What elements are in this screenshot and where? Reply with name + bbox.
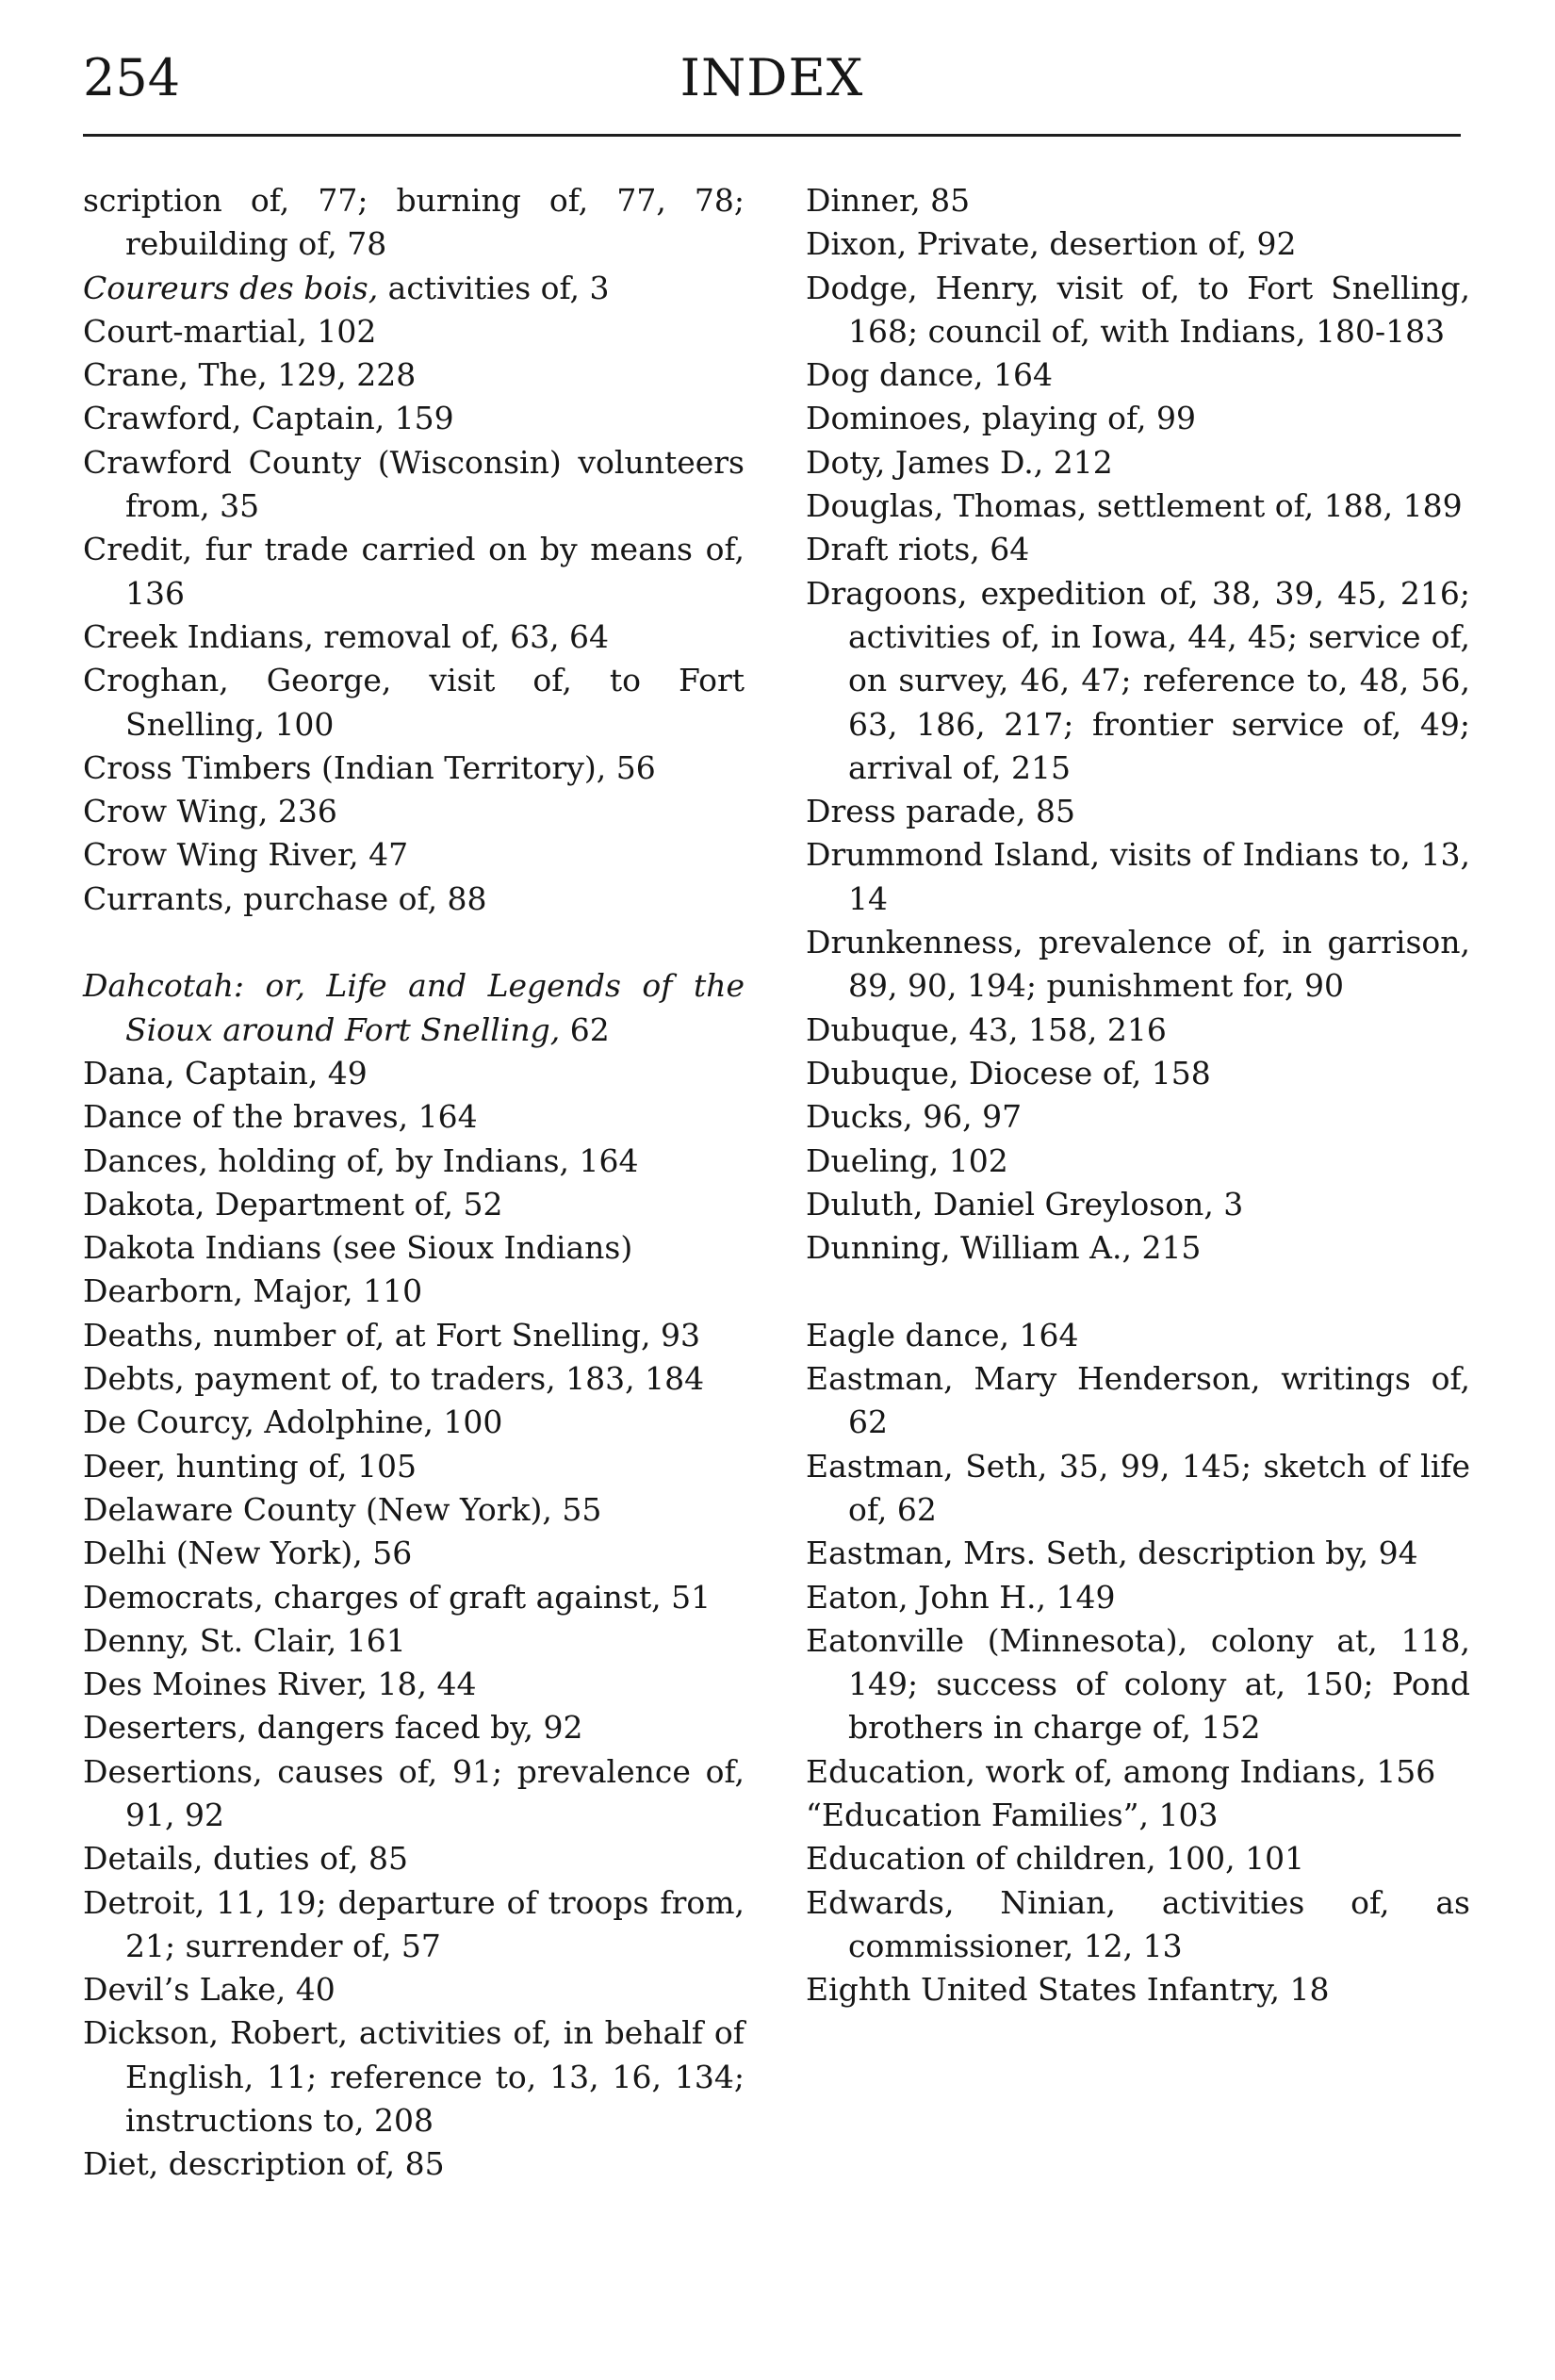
index-entry-text: Dubuque, Diocese of, 158 [806,1054,1211,1092]
index-entry-text: Delhi (New York), 56 [83,1535,413,1572]
index-entry [83,1619,745,1663]
index-entry [83,616,745,659]
index-entry [83,1706,745,1749]
index-entry-text: activities of, 3 [378,269,610,306]
index-entry [83,1095,745,1139]
index-entry [806,1140,1470,1183]
index-entry-text: Creek Indians, removal of, 63, 64 [83,617,610,655]
index-entry-text: Credit, fur trade carried on by means of, 136 [83,531,745,612]
index-entry-text: Court-martial, 102 [83,312,377,350]
index-entry [83,1488,745,1532]
index-entry-text: Details, duties of, 85 [83,1840,408,1878]
index-entry [806,1445,1470,1533]
index-entry-text: Dakota, Department of, 52 [83,1185,503,1223]
index-entry-text: Dodge, Henry, visit of, to Fort Snelling, 168; council of, with Indians, 180-183 [806,269,1470,350]
index-entry-text: Dubuque, 43, 158, 216 [806,1010,1167,1048]
index-entry-text: Edwards, Ninian, activities of, as commissioner, 12, 13 [806,1883,1470,1964]
index-entry-text: Dunning, William A., 215 [806,1229,1202,1267]
index-entry-text: Denny, St. Clair, 161 [83,1621,406,1659]
index-entry-text: Crawford, Captain, 159 [83,400,454,437]
index-entry [83,790,745,833]
index-entry [83,1837,745,1880]
index-entry-title: Dahcotah: or, Life and Legends of the Sioux around Fort Snelling, [83,967,745,1048]
index-entry-text: Education, work of, among Indians, 156 [806,1752,1436,1790]
index-entry [806,1750,1470,1794]
index-entry-text: 62 [560,1010,610,1048]
index-entry-text: Crane, The, 129, 228 [83,356,417,394]
index-entry-text: Eatonville (Minnesota), colony at, 118, 149; success of colony at, 150; Pond brothers in charge of, 152 [806,1621,1470,1747]
index-entry-text: Deaths, number of, at Fort Snelling, 93 [83,1316,701,1354]
index-entry [806,1576,1470,1619]
index-entry-text: Dress parade, 85 [806,793,1075,830]
index-entry-text: Cross Timbers (Indian Territory), 56 [83,748,656,786]
index-entry [83,747,745,790]
index-entry-text: Crow Wing, 236 [83,793,337,830]
index-entry [806,353,1470,397]
index-entry [83,1445,745,1488]
index-entry-text: Eaton, John H., 149 [806,1578,1116,1616]
index-entry-text: Crawford County (Wisconsin) volunteers from, 35 [83,443,745,525]
index-entry-text: Eastman, Mary Henderson, writings of, 62 [806,1360,1470,1441]
index-entry-text: Drunkenness, prevalence of, in garrison, 89, 90, 194; punishment for, 90 [806,924,1470,1005]
index-entry [806,1052,1470,1095]
index-entry [806,1095,1470,1139]
index-entry [83,1226,745,1270]
index-entry [806,921,1470,1009]
index-entry-text: Dominoes, playing of, 99 [806,400,1197,437]
index-entry-text: Education of children, 100, 101 [806,1840,1305,1878]
index-entry [806,1532,1470,1575]
index-entry [83,1270,745,1313]
index-entry-text: Crow Wing River, 47 [83,836,409,874]
index-entry [83,179,745,267]
index-entry [806,1881,1470,1969]
page-header [83,45,1461,111]
index-entry-text: Croghan, George, visit of, to Fort Snelling, 100 [83,662,745,743]
index-entry-text: Delaware County (New York), 55 [83,1490,602,1528]
index-entry [806,833,1470,921]
index-entry [806,441,1470,484]
index-entry-text: scription of, 77; burning of, 77, 78; rebuilding of, 78 [83,182,745,263]
index-entry-text: Doty, James D., 212 [806,443,1113,481]
index-entry [83,2011,745,2142]
index-entry-text: Des Moines River, 18, 44 [83,1666,477,1703]
index-entry [83,2142,745,2186]
index-entry [83,528,745,616]
index-entry [806,397,1470,440]
index-entry-text: Dragoons, expedition of, 38, 39, 45, 216; activities of, in Iowa, 44, 45; service of, on survey, 46, 47; reference to, 48, 56, 63, 186, 217; frontier service of, 49; arrival of, 215 [806,574,1470,786]
index-entry-text: Ducks, 96, 97 [806,1098,1023,1136]
index-entry [806,1619,1470,1750]
index-entry [806,222,1470,266]
index-entry [83,1052,745,1095]
index-entry [83,353,745,397]
index-entry-text: Drummond Island, visits of Indians to, 13, 14 [806,836,1470,917]
index-entry [83,1968,745,2011]
index-entry-text: Dakota Indians (see Sioux Indians) [83,1229,633,1267]
index-entry [83,659,745,747]
index-entry [83,964,745,1052]
index-entry-text: Devil’s Lake, 40 [83,1971,336,2009]
index-entry [83,1881,745,1969]
index-entry [83,1314,745,1357]
index-entry [806,1009,1470,1052]
index-entry [83,1663,745,1706]
index-entry-text: Debts, payment of, to traders, 183, 184 [83,1360,705,1398]
running-head-title: INDEX [679,48,864,107]
index-entry-text: Diet, description of, 85 [83,2145,445,2183]
index-entry-text: Dinner, 85 [806,182,971,219]
index-column-left [83,179,745,2187]
index-entry [83,1576,745,1619]
index-entry [806,1183,1470,1226]
index-entry-text: Draft riots, 64 [806,531,1030,568]
index-entry [83,267,745,310]
index-entry-text: Deer, hunting of, 105 [83,1447,417,1485]
index-entry [806,1968,1470,2011]
header-rule [83,134,1461,137]
index-entry [83,878,745,921]
page-number: 254 [83,48,181,107]
index-entry [806,572,1470,790]
index-entry [83,833,745,877]
index-entry-text: Dana, Captain, 49 [83,1054,368,1092]
index-entry [83,1401,745,1444]
index-entry [83,1140,745,1183]
index-entry [83,1357,745,1401]
index-entry [806,528,1470,571]
index-column-right [806,179,1470,2011]
index-entry-text: Dixon, Private, desertion of, 92 [806,225,1297,263]
index-entry-text: Dog dance, 164 [806,356,1053,394]
index-entry-text: Deserters, dangers faced by, 92 [83,1709,583,1747]
index-entry-text: Eighth United States Infantry, 18 [806,1971,1330,2009]
index-entry-text: Detroit, 11, 19; departure of troops from, 21; surrender of, 57 [83,1883,745,1964]
index-entry-text: Eagle dance, 164 [806,1316,1079,1354]
index-entry-text: Dearborn, Major, 110 [83,1272,423,1310]
index-entry-text: Currants, purchase of, 88 [83,879,487,917]
index-entry-title: Coureurs des bois, [83,269,379,306]
index-entry-text: Dickson, Robert, activities of, in behalf of English, 11; reference to, 13, 16, 134; instructions to, 208 [83,2014,745,2140]
index-entry [83,1750,745,1838]
index-entry [83,1183,745,1226]
index-entry-text: Dance of the braves, 164 [83,1098,478,1136]
index-entry [83,441,745,529]
index-entry [806,179,1470,222]
index-entry [83,397,745,440]
index-entry-text: Desertions, causes of, 91; prevalence of, 91, 92 [83,1752,745,1833]
index-entry-text: Eastman, Seth, 35, 99, 145; sketch of life of, 62 [806,1447,1470,1528]
index-entry-text: Dances, holding of, by Indians, 164 [83,1141,639,1179]
index-entry-text: Eastman, Mrs. Seth, description by, 94 [806,1535,1418,1572]
index-entry-text: Dueling, 102 [806,1141,1008,1179]
index-entry [83,1532,745,1575]
index-entry [806,790,1470,833]
index-entry-text: “Education Families”, 103 [806,1796,1219,1833]
index-entry [83,310,745,353]
index-entry-text: Duluth, Daniel Greyloson, 3 [806,1185,1244,1223]
index-entry [806,1314,1470,1357]
index-entry [806,267,1470,354]
index-entry [806,1357,1470,1445]
index-entry-text: De Courcy, Adolphine, 100 [83,1403,503,1441]
index-entry [806,1794,1470,1837]
index-entry [806,1837,1470,1880]
index-entry-text: Democrats, charges of graft against, 51 [83,1578,712,1616]
index-entry [806,1226,1470,1270]
index-entry [806,484,1470,528]
index-entry-text: Douglas, Thomas, settlement of, 188, 189 [806,487,1463,525]
